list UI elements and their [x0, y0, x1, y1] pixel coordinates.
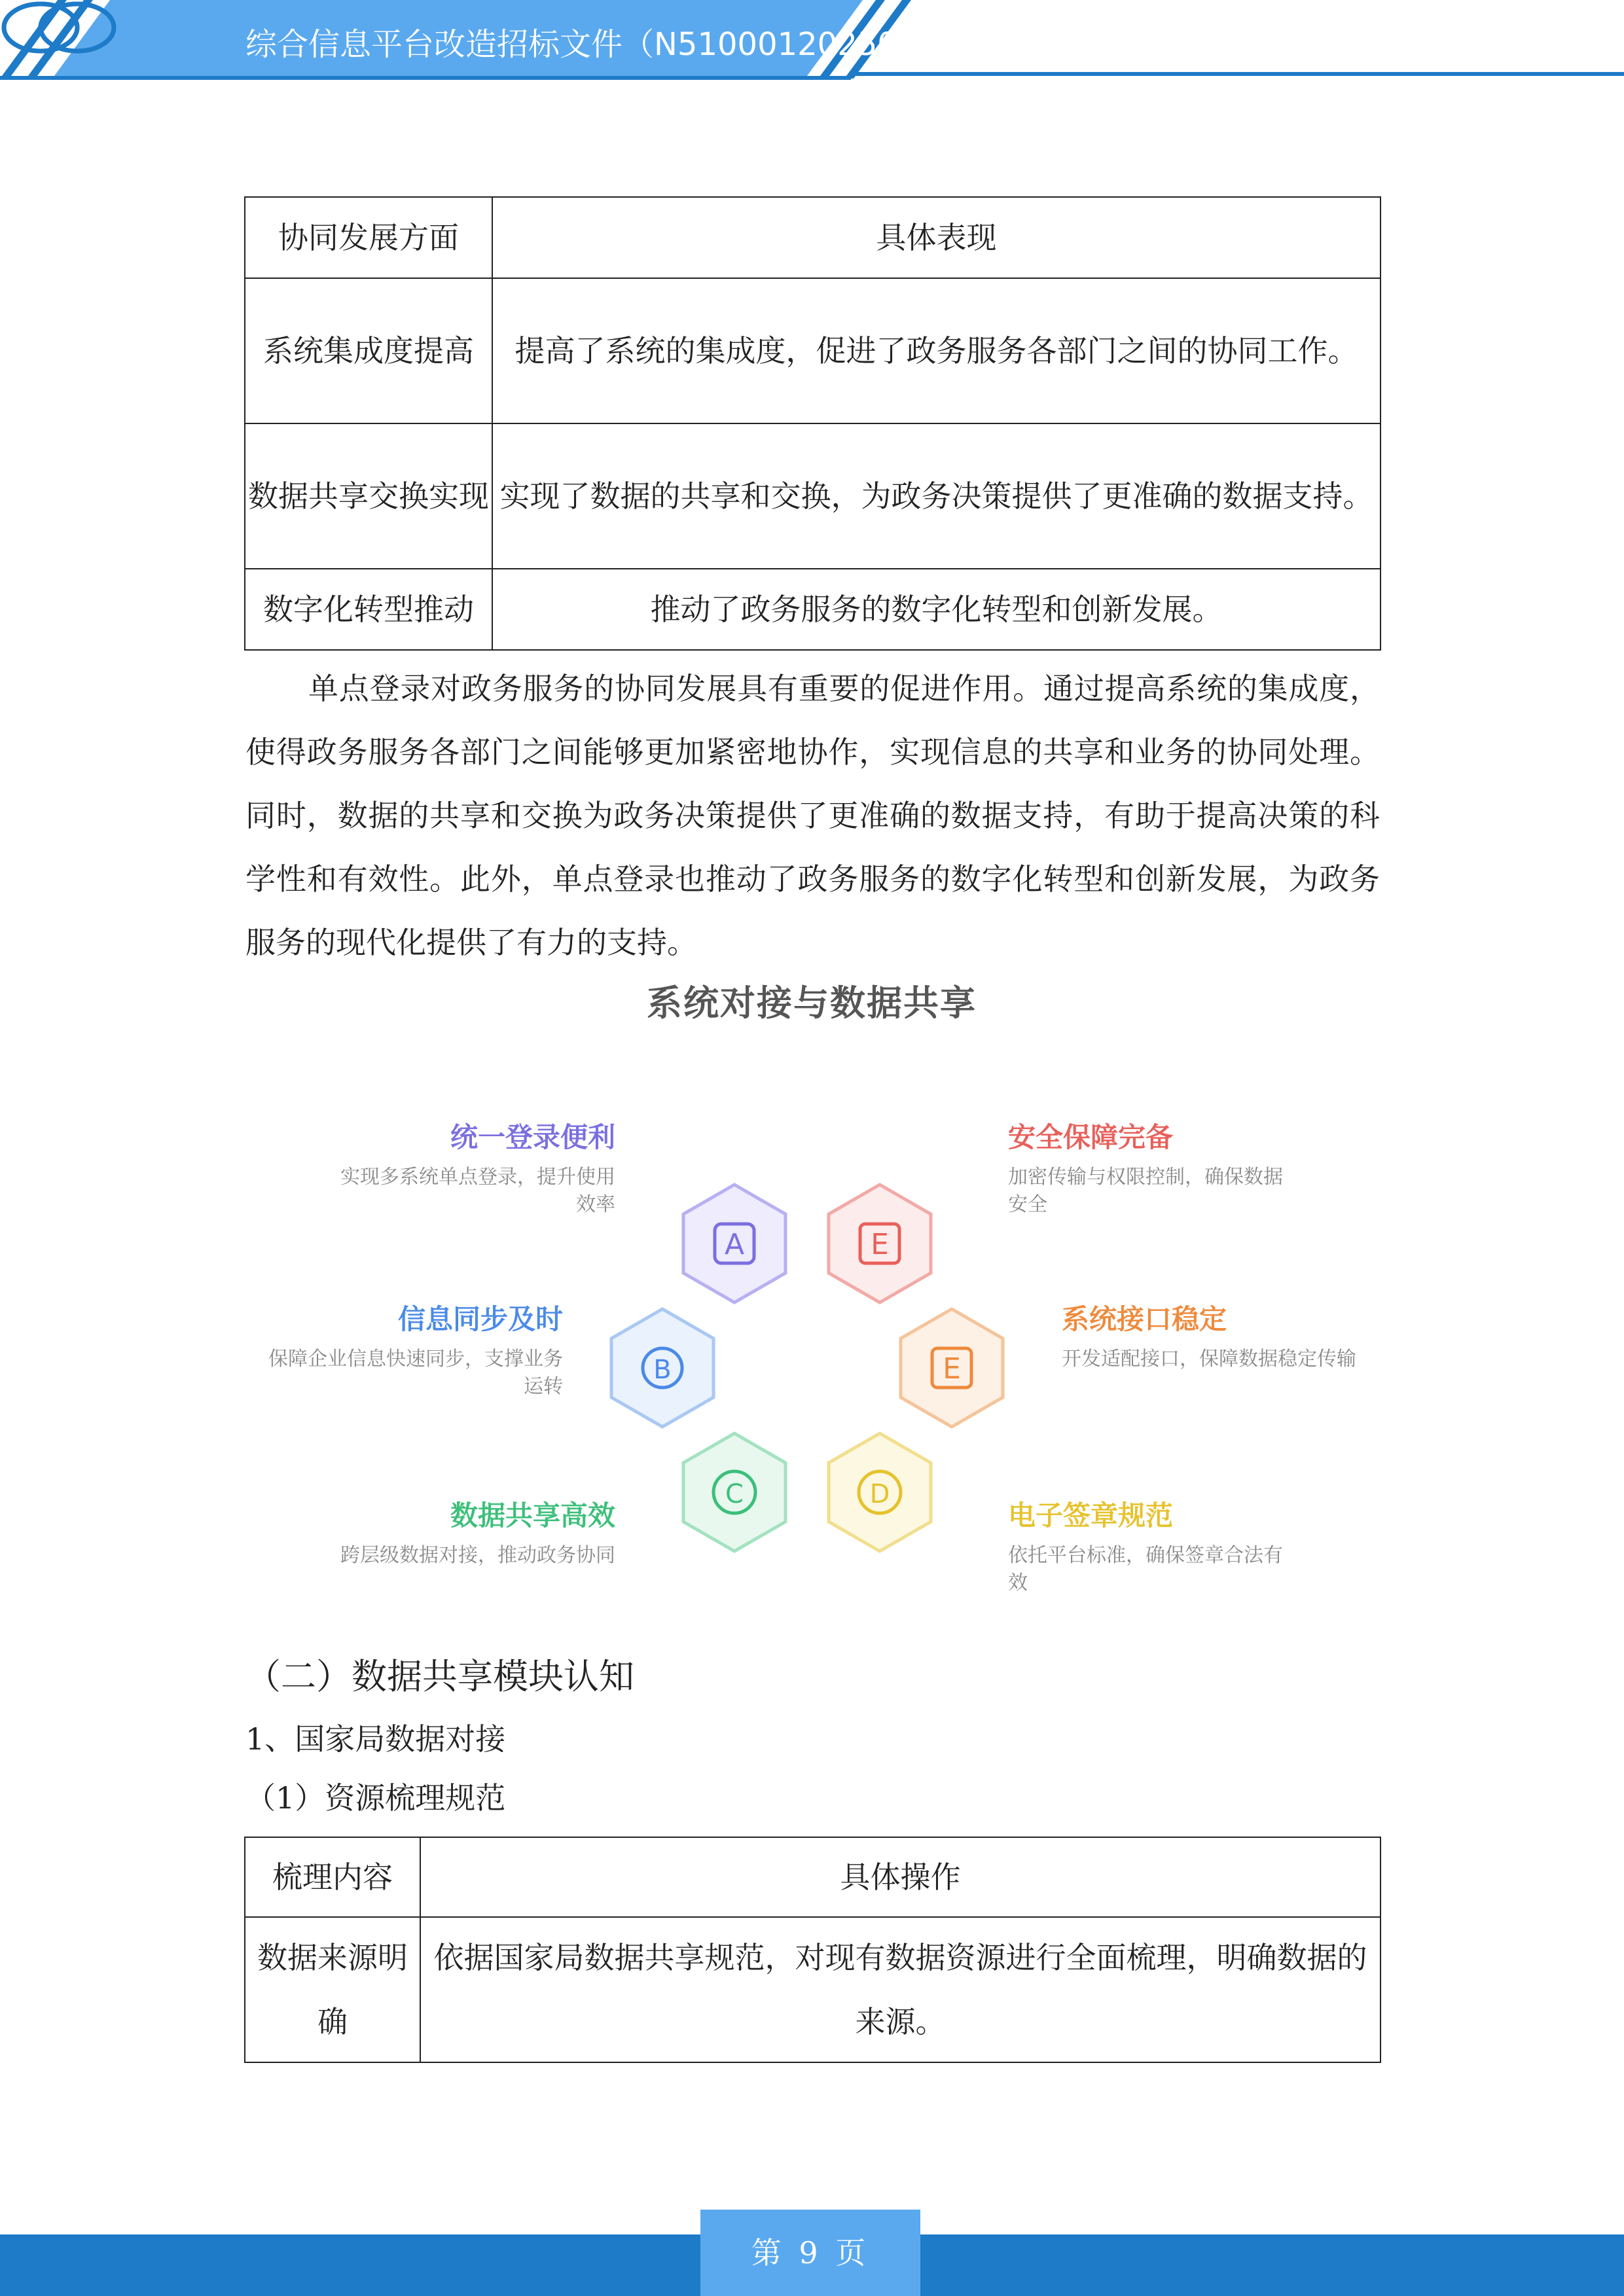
table-row: [245, 569, 1380, 650]
table-header-cell: 具体表现: [492, 197, 1380, 278]
infographic-title: 系统对接与数据共享: [647, 982, 977, 1024]
table-row: [245, 278, 1380, 423]
table-row: [245, 1917, 1380, 2062]
table-row: [245, 423, 1380, 569]
subsubsection-heading: （1）资源梳理规范: [245, 1780, 506, 1816]
svg-text:C: C: [725, 1479, 744, 1509]
body-paragraph: 单点登录对政务服务的协同发展具有重要的促进作用。通过提高系统的集成度，使得政务服务各部门之间能够更加紧密地协作，实现信息的共享和业务的协同处理。同时，数据的共享和交换为政务决策提供了更准确的数据支持，有助于提高决策的科学性和有效性。此外，单点登录也推动了政务服务的数字化转型和创新发展，为政务服务的现代化提供了有力的支持。: [245, 671, 1380, 960]
item-interface: [1062, 1301, 1363, 1373]
item-desc: 跨层级数据对接，推动政务协同: [340, 1544, 615, 1567]
subsection-heading: 1、国家局数据对接: [245, 1721, 506, 1757]
table-cell: 数据来源明确: [245, 1917, 420, 2062]
svg-text:D: D: [869, 1479, 890, 1509]
item-label: 数据共享高效: [450, 1499, 615, 1532]
interface-hexagon-icon: [901, 1309, 1003, 1427]
item-signature: [1008, 1498, 1296, 1597]
table-cell: 提高了系统的集成度，促进了政务服务各部门之间的协同工作。: [492, 278, 1380, 423]
page-header: [0, 0, 1624, 92]
item-label: 电子签章规范: [1008, 1499, 1174, 1532]
table-header-row: [245, 1837, 1380, 1917]
item-security: [1008, 1119, 1296, 1219]
item-desc: 开发适配接口，保障数据稳定传输: [1062, 1348, 1356, 1371]
svg-text:E: E: [871, 1228, 889, 1261]
table-cell: 数据共享交换实现: [245, 423, 492, 569]
rings-logo-icon-right: [0, 0, 118, 55]
table-cell: 数字化转型推动: [245, 569, 492, 650]
item-login: [340, 1119, 615, 1219]
section-heading: （二）数据共享模块认知: [245, 1656, 634, 1697]
collaboration-table: [244, 196, 1381, 651]
item-desc: 保障企业信息快速同步，支撑业务运转: [268, 1348, 563, 1398]
security-hexagon-icon: [829, 1185, 931, 1302]
item-share: [340, 1498, 615, 1570]
table-cell: 系统集成度提高: [245, 278, 492, 423]
item-desc: 加密传输与权限控制，确保数据安全: [1008, 1166, 1283, 1216]
header-title: 综合信息平台改造招标文件（N51000120250: [245, 26, 897, 63]
login-hexagon-icon: [683, 1185, 785, 1302]
item-label: 系统接口稳定: [1062, 1303, 1227, 1335]
sync-hexagon-icon: [611, 1309, 713, 1427]
table-cell: 依据国家局数据共享规范，对现有数据资源进行全面梳理，明确数据的来源。: [420, 1917, 1380, 2062]
infographic: [249, 975, 1375, 1623]
page-number: 第 9 页: [700, 2210, 920, 2296]
svg-text:A: A: [724, 1228, 745, 1261]
item-desc: 依托平台标准，确保签章合法有效: [1008, 1544, 1283, 1594]
share-hexagon-icon: [683, 1433, 785, 1551]
signature-hexagon-icon: [829, 1433, 931, 1551]
item-label: 统一登录便利: [450, 1121, 615, 1153]
item-desc: 实现多系统单点登录，提升使用效率: [340, 1166, 615, 1216]
table-header-cell: 协同发展方面: [245, 197, 492, 278]
item-label: 安全保障完备: [1008, 1121, 1174, 1153]
svg-text:E: E: [943, 1352, 961, 1386]
resource-table: [244, 1837, 1381, 2063]
item-sync: [262, 1301, 563, 1401]
table-header-row: [245, 197, 1380, 278]
table-cell: 推动了政务服务的数字化转型和创新发展。: [492, 569, 1380, 650]
svg-text:B: B: [653, 1355, 672, 1385]
table-header-cell: 具体操作: [420, 1837, 1380, 1917]
table-cell: 实现了数据的共享和交换，为政务决策提供了更准确的数据支持。: [492, 423, 1380, 569]
table-header-cell: 梳理内容: [245, 1837, 420, 1917]
item-label: 信息同步及时: [397, 1303, 563, 1335]
